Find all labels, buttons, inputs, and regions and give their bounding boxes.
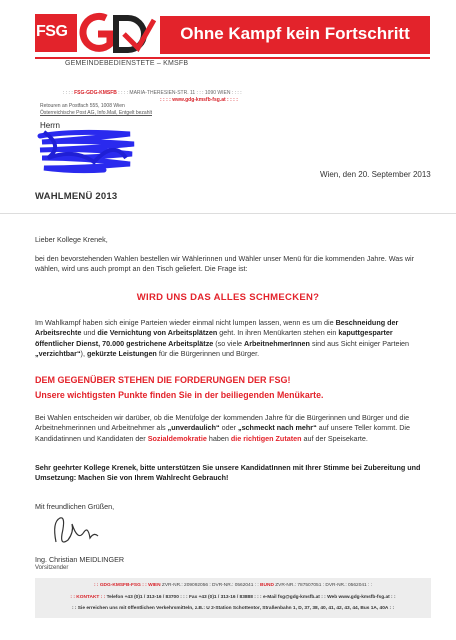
greeting: Lieber Kollege Krenek,: [35, 235, 108, 244]
header-divider: [35, 57, 430, 59]
return-address: Retouren an Postfach 555, 1008 Wien: [40, 103, 125, 109]
paragraph-campaign: Im Wahlkampf haben sich einige Parteien wieder einmal nicht lumpen lassen, wenn es um die Beschneidung der Arbeitsrechte und die Vernichtung von Arbeitsplätzen geht. In ihren Menükarten stehen ein kaputtgesparter öffentlicher Dienst, 70.000 gestrichene Arbeitsplätze (so viele ArbeitnehmerInnen sind aus Sicht einiger Parteien „verzichtbar“), gekürzte Leistungen für die Bürgerinnen und Bürger.: [35, 318, 410, 359]
header-subtitle: GEMEINDEBEDIENSTETE – KMSFB: [65, 60, 189, 67]
fold-line: [0, 213, 456, 214]
letter-title: WAHLMENÜ 2013: [35, 191, 118, 202]
slogan-text: Ohne Kampf kein Fortschritt: [180, 24, 410, 43]
sender-city: 1090 WIEN: [204, 90, 231, 96]
sender-address: MARIA-THERESIEN-STR. 11: [129, 90, 196, 96]
paragraph-appeal: Sehr geehrter Kollege Krenek, bitte unterstützen Sie unsere KandidatInnen mit Ihrer Stimme bei Zubereitung und Umsetzung: Machen Sie von Ihrem Wahlrecht Gebrauch!: [35, 463, 421, 483]
sender-line: : : : : FSG-GDG-KMSFB : : : : MARIA-THERESIEN-STR. 11 : : : 1090 WIEN : : : :: [63, 90, 242, 96]
signer-role: Vorsitzender: [35, 565, 69, 571]
sender-web: : : : : www.gdg-kmsfb-fsg.at : : : :: [160, 97, 238, 103]
redacted-address-scribble: [34, 128, 144, 174]
signature: [48, 512, 108, 552]
sender-bullets: : : : :: [63, 90, 75, 96]
signer-name: Ing. Christian MEIDLINGER: [35, 555, 125, 564]
footer-transport: : : Sie erreichen uns mit öffentlichen Verkehrsmitteln, z.B.: U 2-Station Schottentor, Straßenbahn 1, D, 37, 38, 40, 41, 42, 43, 44, Bus 1A, 40A : :: [71, 606, 395, 611]
menu-card-heading: Unsere wichtigsten Punkte finden Sie in der beiliegenden Menükarte.: [35, 390, 324, 400]
gdg-logo: [76, 12, 156, 56]
fsg-logo-text: FSG: [36, 23, 68, 40]
paragraph-elections: Bei Wahlen entscheiden wir darüber, ob die Menüfolge der kommenden Jahre für die Bürgerinnen und Bürger und die Arbeitnehmerinnen und Arbeitnehmer als „unverdaulich“ oder „schmeckt nach mehr“ auf unsere Teller kommt. Die Kandidatinnen und Kandidaten der Sozialdemokratie haben die richtigen Zutaten auf der Speisekarte.: [35, 413, 411, 443]
letter-date: Wien, den 20. September 2013: [320, 170, 431, 179]
footer-registration: : : GDG-KMSFB-FSG : : WIEN ZVR-NR.: 209092056 : DVR-NR.: 0562041 : : BUND ZVR-NR.: 787507051 : DVR-NR.: 0562041 : :: [93, 583, 373, 588]
paragraph-intro: bei den bevorstehenden Wahlen bestellen wir Wählerinnen und Wähler unser Menü für die kommenden Jahre. Was wir wählen, wird uns auch prompt an den Tisch geliefert. Die Frage ist:: [35, 254, 415, 274]
fsg-demands-heading: DEM GEGENÜBER STEHEN DIE FORDERUNGEN DER FSG!: [35, 375, 291, 385]
sender-org: FSG-GDG-KMSFB: [74, 90, 117, 96]
recipient-salutation: Herrn: [40, 121, 61, 130]
question-heading: WIRD UNS DAS ALLES SCHMECKEN?: [136, 292, 320, 303]
postage-note: Österreichische Post AG, Info.Mail, Entgelt bezahlt: [40, 110, 152, 116]
footer-contact: : : KONTAKT : : Telefon +43 (0)1 / 313-16 / 83700 : : : Fax +43 (0)1 / 313-16 / 83888 : : : e-Mail fsg@gdg-kmsfb.at : : Web www.gdg-kmsfb-fsg.at : :: [70, 595, 396, 600]
closing: Mit freundlichen Grüßen,: [35, 502, 115, 511]
